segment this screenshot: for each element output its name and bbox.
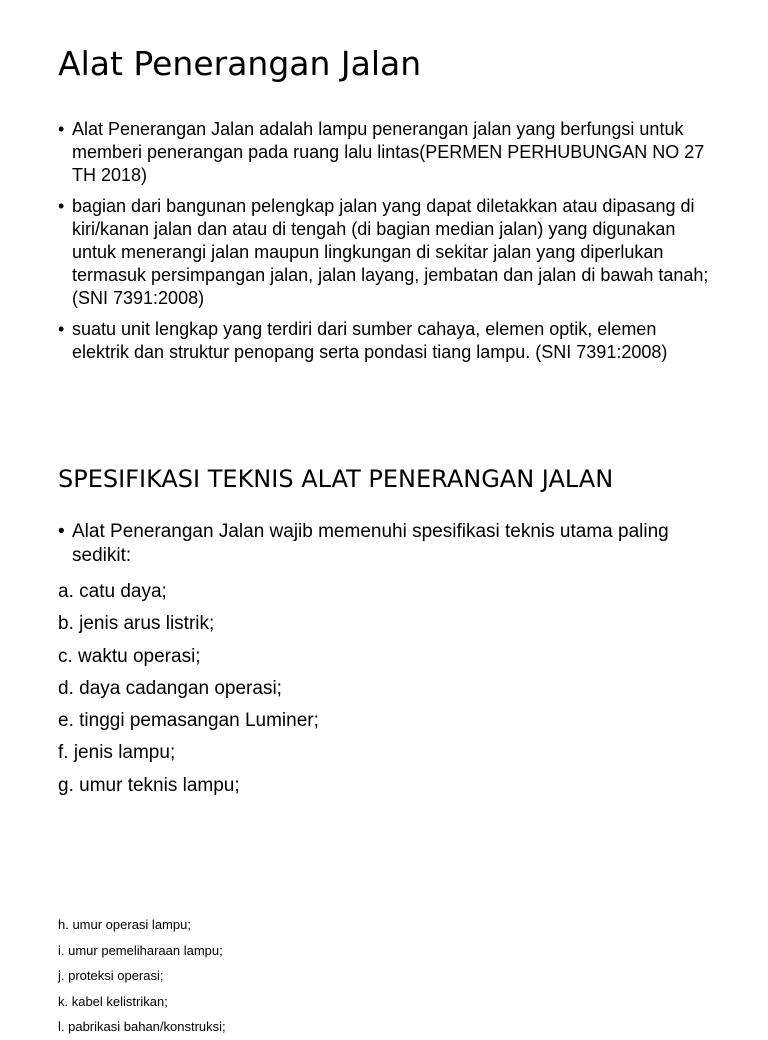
section-title: SPESIFIKASI TEKNIS ALAT PENERANGAN JALAN: [58, 465, 614, 493]
bullet-icon: •: [58, 119, 65, 139]
spec-list-continued: [58, 912, 226, 1040]
spec-item: k. kabel kelistrikan;: [58, 993, 168, 1009]
definition-text: Alat Penerangan Jalan adalah lampu penerangan jalan yang berfungsi untuk memberi penerangan pada ruang lalu lintas(PERMEN PERHUBUNGAN NO 27 TH 2018): [72, 119, 705, 185]
spec-item: d. daya cadangan operasi;: [58, 677, 282, 699]
list-item: [58, 520, 718, 568]
spec-item: f. jenis lampu;: [58, 742, 176, 764]
bullet-icon: •: [58, 521, 65, 542]
spec-item: b. jenis arus listrik;: [58, 613, 215, 635]
spec-intro-text: Alat Penerangan Jalan wajib memenuhi spesifikasi teknis utama paling sedikit:: [72, 521, 669, 566]
bullet-icon: •: [58, 196, 65, 216]
list-item: [58, 118, 718, 187]
spec-item: e. tinggi pemasangan Luminer;: [58, 710, 319, 732]
list-item: [58, 195, 718, 310]
spec-intro-list: [58, 520, 718, 568]
definition-list: [58, 118, 718, 372]
bullet-icon: •: [58, 319, 65, 339]
spec-list: [58, 576, 319, 802]
spec-item: h. umur operasi lampu;: [58, 917, 191, 932]
definition-text: bagian dari bangunan pelengkap jalan yang dapat diletakkan atau dipasang di kiri/kanan jalan dan atau di tengah (di bagian median jalan) yang digunakan untuk menerangi jalan maupun lingkungan di sekitar jalan yang diperlukan termasuk persimpangan jalan, jalan layang, jembatan dan jalan di bawah tanah; (SNI 7391:2008): [72, 196, 709, 308]
spec-item: l. pabrikasi bahan/konstruksi;: [58, 1019, 226, 1034]
spec-item: a. catu daya;: [58, 581, 167, 602]
spec-item: j. proteksi operasi;: [58, 968, 164, 983]
spec-item: g. umur teknis lampu;: [58, 774, 240, 796]
definition-text: suatu unit lengkap yang terdiri dari sumber cahaya, elemen optik, elemen elektrik dan struktur penopang serta pondasi tiang lampu. (SNI 7391:2008): [72, 319, 668, 362]
spec-item: c. waktu operasi;: [58, 645, 201, 667]
page-title: Alat Penerangan Jalan: [58, 44, 422, 83]
list-item: [58, 318, 718, 364]
spec-item: i. umur pemeliharaan lampu;: [58, 942, 223, 958]
